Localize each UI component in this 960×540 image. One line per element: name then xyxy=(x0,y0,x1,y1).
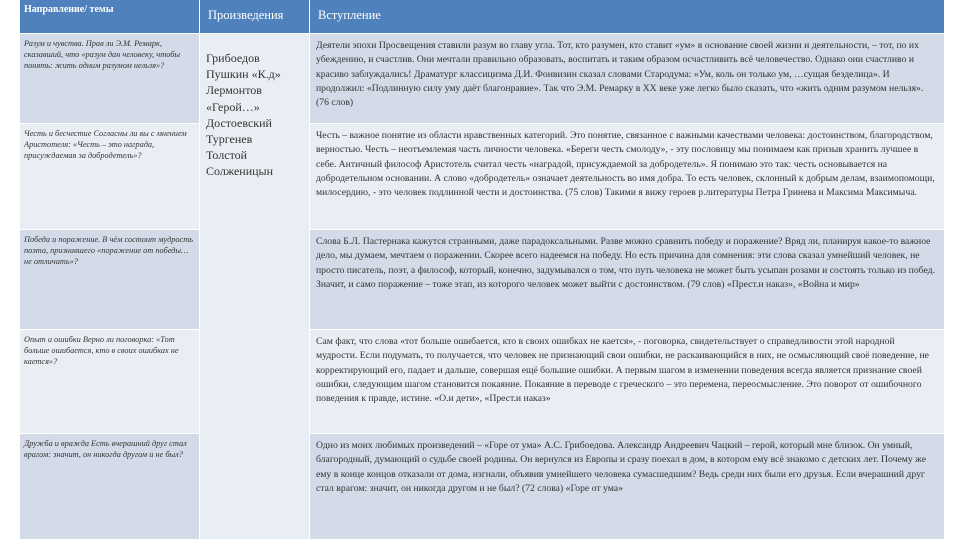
theme-cell: Честь и бесчестие Согласны ли вы с мнением Аристотеля: «Честь – это награда, присуждаемая за добродетель»? xyxy=(20,124,200,230)
work-item: Достоевский xyxy=(206,115,272,130)
essay-table xyxy=(20,0,945,540)
work-item: Солженицын xyxy=(206,164,274,179)
work-item: «Герой…» xyxy=(206,99,260,114)
work-item: Грибоедов xyxy=(206,51,260,65)
theme-cell: Опыт и ошибки Верно ли поговорка: «Тот больше ошибается, кто в своих ошибках не кается»? xyxy=(20,330,200,434)
work-item: Пушкин «К.д» xyxy=(206,67,281,82)
header-works: Произведения xyxy=(200,0,310,34)
theme-cell: Дружба и вражда Есть вчерашний друг стал врагом: значит, он никогда другом и не был? xyxy=(20,434,200,540)
work-item: Тургенев xyxy=(206,132,253,147)
header-direction: Направление/ темы xyxy=(20,0,200,34)
works-list xyxy=(200,34,310,540)
work-item: Толстой xyxy=(206,148,248,163)
header-intro: Вступление xyxy=(310,0,945,34)
intro-cell: Деятели эпохи Просвещения ставили разум во главу угла. Тот, кто разумен, кто ставит «ум» в основание своей жизни и деятельности, – тот, по их убеждению, и счастлив. Они мечтали правильно образовать, воспитать и таким образом осчастливить всё человечество. Однако они счастливо и красиво заблуждались! Драматург классицизма Д.И. Фонвизин сказал словами Стародума: «Ум, коль он только ум, …сущая безделица». И продолжил: «Подлинную силу уму даёт благонравие». Так что Э.М. Ремарку в XX веке уже легко было сказать, что «жить одним разумом нельзя». (76 слов) xyxy=(310,34,945,124)
intro-cell: Честь – важное понятие из области нравственных категорий. Это понятие, связанное с важными качествами человека: достоинством, благородством, верностью. Честь – неотъемлемая часть личности человека. «Береги честь смолоду», - эту пословицу мы понимаем как призыв хранить лучшее в себе. Античный философ Аристотель считал честь «наградой, присуждаемой за добродетель». Я понимаю это так: честь основывается на добродетельном основании. А слово «добродетель» означает деятельность во имя добра. То есть человек, склонный к добрым делам, взаимопомощи, милосердию, - это человек подлинной чести и достоинства. (75 слов) Такими я вижу героев р.литературы Петра Гринева и Максима Максимыча. xyxy=(310,124,945,230)
intro-cell: Сам факт, что слова «тот больше ошибается, кто в своих ошибках не кается», - поговорка, свидетельствует о справедливости этой народной мудрости. Если подумать, то получается, что человек не признающий свои ошибки, не раскаивающийся в них, не осмысляющий своё поведение, не корректирующий его, падает и дальше, совершая ещё большие ошибки. А первым шагом в изменении поведения всегда является признание своей ошибки, следующим шагом становится покаяние. Покаяние в переводе с греческого – это перемена, переосмысление. Это поворот от ошибочного поведения к правде, истине. «О.и дети», «Прест.и наказ» xyxy=(310,330,945,434)
theme-cell: Победа и поражение. В чём состоит мудрость поэта, признавшего «поражение от победы… не отличать»? xyxy=(20,230,200,330)
intro-cell: Одно из моих любимых произведений – «Горе от ума» А.С. Грибоедова. Александр Андреевич Чацкий – герой, который мне близок. Он умный, благородный, думающий о судьбе своей родины. Он вернулся из Европы и сразу поехал в дом, в котором ему всё знакомо с детских лет. Почему же ему в конце концов отказали от дома, изгнали, объявив умнейшего человека сумасшедшим? Ведь среди них были его друзья. Если вчерашний друг стал врагом: значит, он никогда другом и не был? (72 слова) «Горе от ума» xyxy=(310,434,945,540)
theme-cell: Разум и чувства. Прав ли Э.М. Ремарк, сказавший, что «разум дан человеку, чтобы понять: жить одним разумом нельзя»? xyxy=(20,34,200,124)
work-item: Лермонтов xyxy=(206,83,262,98)
intro-cell: Слова Б.Л. Пастернака кажутся странными, даже парадоксальными. Разве можно сравнить победу и поражение? Вряд ли, планируя какое-то важное дело, мы думаем, мечтаем о поражении. Скорее всего надеемся на победу. Но есть причина для сомнения: эти слова сказал умнейший человек, не просто писатель, поэт, а философ, который, конечно, задумывался о том, что путь человека не может быть усыпан розами и состоять только из побед. Значит, и само поражение – тоже этап, из которого человек может выйти с достоинством. (79 слов) «Прест.и наказ», «Война и мир» xyxy=(310,230,945,330)
